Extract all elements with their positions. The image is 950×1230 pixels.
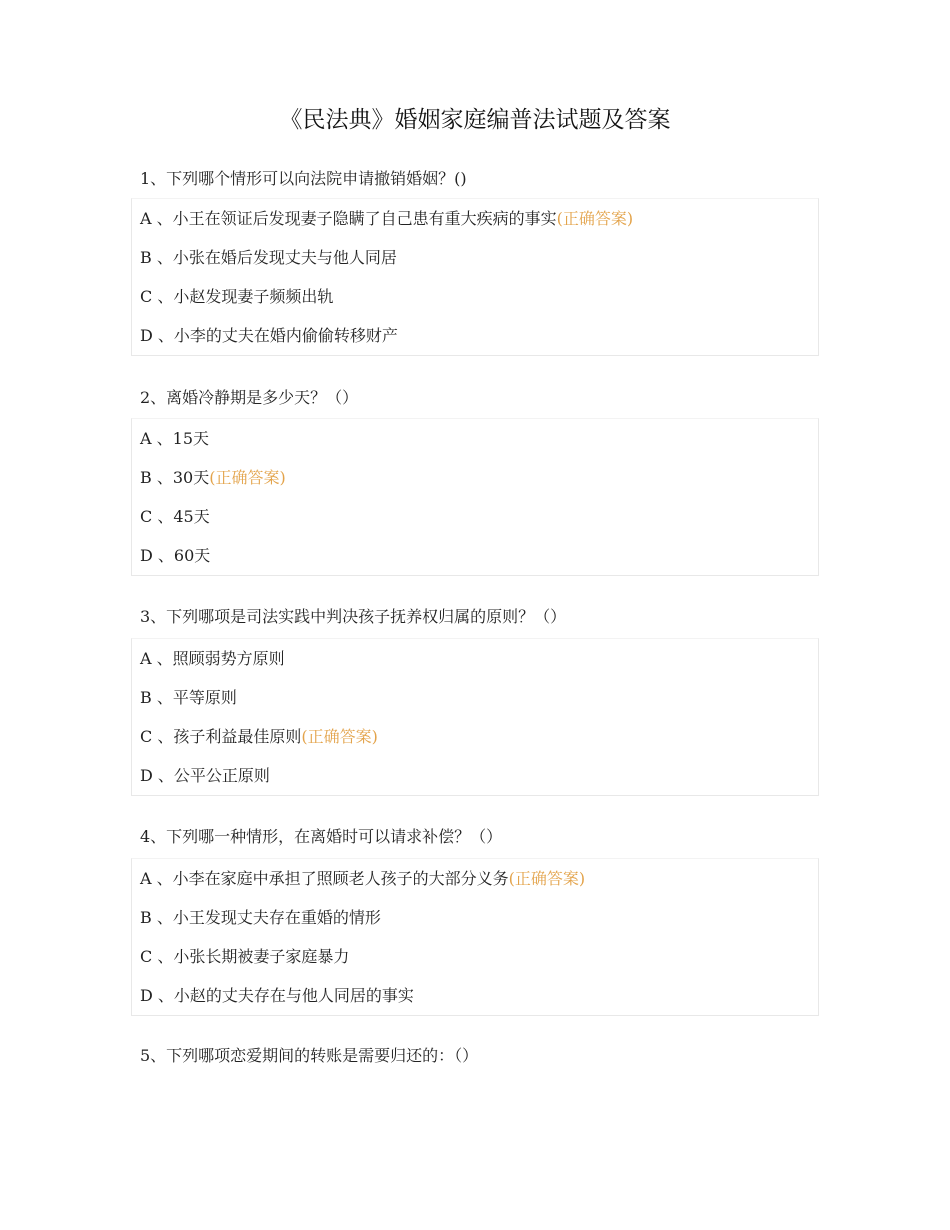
option-text: A 、小李在家庭中承担了照顾老人孩子的大部分义务 bbox=[140, 869, 509, 888]
option-2b[interactable] bbox=[132, 458, 818, 497]
question-3: 3、下列哪项是司法实践中判决孩子抚养权归属的原则？（） bbox=[140, 607, 567, 626]
question-5: 5、下列哪项恋爱期间的转账是需要归还的：（） bbox=[140, 1046, 479, 1065]
option-1d[interactable] bbox=[132, 316, 818, 355]
option-text: C 、孩子利益最佳原则 bbox=[140, 727, 302, 746]
correct-answer-mark: (正确答案) bbox=[209, 468, 286, 487]
option-text: C 、小赵发现妻子频频出轨 bbox=[140, 287, 334, 306]
option-1c[interactable] bbox=[132, 277, 818, 316]
option-3c[interactable] bbox=[132, 717, 818, 756]
options-box-3 bbox=[131, 638, 819, 796]
option-text: D 、小赵的丈夫存在与他人同居的事实 bbox=[140, 986, 414, 1005]
option-3a[interactable] bbox=[132, 639, 818, 678]
option-4a[interactable] bbox=[132, 859, 818, 898]
option-2a[interactable] bbox=[132, 419, 818, 458]
option-1b[interactable] bbox=[132, 238, 818, 277]
question-4: 4、下列哪一种情形，在离婚时可以请求补偿？（） bbox=[140, 827, 503, 846]
options-box-1 bbox=[131, 198, 819, 356]
option-3d[interactable] bbox=[132, 756, 818, 795]
option-text: C 、小张长期被妻子家庭暴力 bbox=[140, 947, 350, 966]
option-text: B 、平等原则 bbox=[140, 688, 237, 707]
correct-answer-mark: (正确答案) bbox=[301, 727, 378, 746]
option-text: B 、小王发现丈夫存在重婚的情形 bbox=[140, 908, 381, 927]
correct-answer-mark: (正确答案) bbox=[508, 869, 586, 888]
option-text: D 、公平公正原则 bbox=[140, 766, 270, 785]
page-title: 《民法典》婚姻家庭编普法试题及答案 bbox=[279, 107, 671, 133]
correct-answer-mark: (正确答案) bbox=[556, 209, 634, 228]
option-4d[interactable] bbox=[132, 976, 818, 1015]
option-text: B 、30天 bbox=[140, 468, 210, 487]
option-2c[interactable] bbox=[132, 497, 818, 536]
option-text: B 、小张在婚后发现丈夫与他人同居 bbox=[140, 248, 397, 267]
options-box-2 bbox=[131, 418, 819, 576]
option-4b[interactable] bbox=[132, 898, 818, 937]
option-3b[interactable] bbox=[132, 678, 818, 717]
option-2d[interactable] bbox=[132, 536, 818, 575]
option-text: D 、60天 bbox=[140, 546, 211, 565]
option-text: C 、45天 bbox=[140, 507, 210, 526]
option-text: A 、15天 bbox=[140, 429, 210, 448]
options-box-4 bbox=[131, 858, 819, 1016]
question-1: 1、下列哪个情形可以向法院申请撤销婚姻？() bbox=[140, 169, 467, 188]
option-4c[interactable] bbox=[132, 937, 818, 976]
question-2: 2、离婚冷静期是多少天？（） bbox=[140, 388, 359, 407]
option-text: A 、照顾弱势方原则 bbox=[140, 649, 285, 668]
option-1a[interactable] bbox=[132, 199, 818, 238]
option-text: A 、小王在领证后发现妻子隐瞒了自己患有重大疾病的事实 bbox=[140, 209, 557, 228]
option-text: D 、小李的丈夫在婚内偷偷转移财产 bbox=[140, 326, 398, 345]
